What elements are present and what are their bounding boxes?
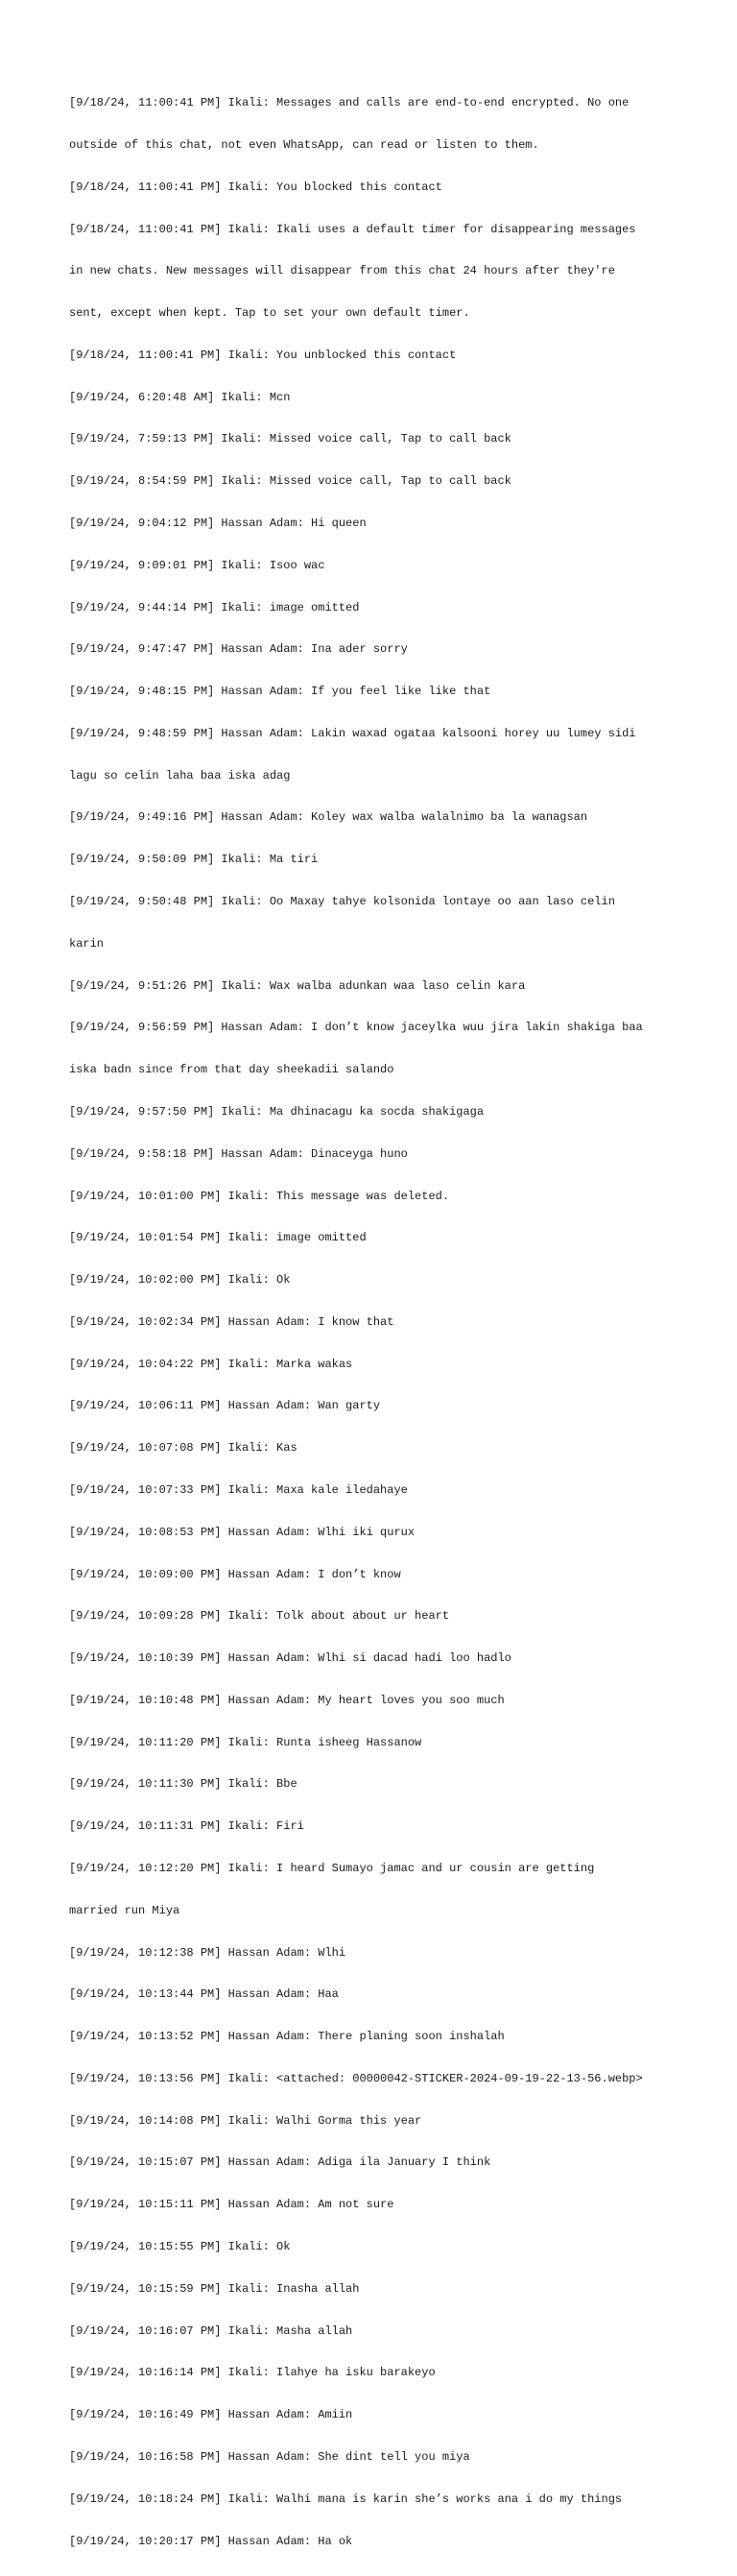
log-line: [9/18/24, 11:00:41 PM] Ikali: You blocked this contact: [69, 180, 442, 194]
log-line: [9/19/24, 10:04:22 PM] Ikali: Marka wakas: [69, 1357, 353, 1371]
log-line: [9/19/24, 10:11:31 PM] Ikali: Firi: [69, 1819, 304, 1834]
log-line: [9/19/24, 9:50:09 PM] Ikali: Ma tiri: [69, 853, 319, 867]
log-line: [9/19/24, 10:16:07 PM] Ikali: Masha allah: [69, 2323, 353, 2338]
log-line: [9/19/24, 10:09:28 PM] Ikali: Tolk about about ur heart: [69, 1609, 450, 1624]
log-line: [9/19/24, 6:20:48 AM] Ikali: Mcn: [69, 390, 291, 404]
log-line: [9/19/24, 10:16:14 PM] Ikali: Ilahye ha isku barakeyo: [69, 2366, 436, 2380]
log-line: [9/18/24, 11:00:41 PM] Ikali: Ikali uses a default timer for disappearing messages: [69, 222, 636, 236]
log-line: [9/19/24, 10:12:20 PM] Ikali: I heard Sumayo jamac and ur cousin are getting: [69, 1862, 595, 1875]
log-line: in new chats. New messages will disappear from this chat 24 hours after they're: [69, 264, 615, 278]
log-line: [9/19/24, 10:01:54 PM] Ikali: image omitted: [69, 1231, 367, 1245]
log-line: [9/19/24, 9:57:50 PM] Ikali: Ma dhinacagu ka socda shakigaga: [69, 1104, 485, 1119]
log-line: lagu so celin laha baa iska adag: [69, 768, 291, 782]
log-line: [9/19/24, 9:56:59 PM] Hassan Adam: I don’t know jaceylka wuu jira lakin shakiga baa: [69, 1021, 643, 1035]
log-line: sent, except when kept. Tap to set your own default timer.: [69, 306, 470, 321]
log-line: [9/19/24, 10:11:30 PM] Ikali: Bbe: [69, 1777, 297, 1792]
log-line: [9/19/24, 10:07:33 PM] Ikali: Maxa kale iledahaye: [69, 1482, 408, 1497]
log-line: [9/19/24, 10:07:08 PM] Ikali: Kas: [69, 1441, 297, 1456]
log-line: [9/19/24, 10:09:00 PM] Hassan Adam: I don’t know: [69, 1567, 401, 1581]
chat-log: [69, 68, 683, 2576]
log-line: [9/19/24, 10:15:55 PM] Ikali: Ok: [69, 2240, 291, 2254]
log-line: [9/19/24, 10:16:49 PM] Hassan Adam: Amiin: [69, 2408, 353, 2422]
log-line: [9/19/24, 9:49:16 PM] Hassan Adam: Koley wax walba walalnimo ba la wanagsan: [69, 810, 588, 825]
log-line: [9/19/24, 10:08:53 PM] Hassan Adam: Wlhi iki qurux: [69, 1525, 416, 1539]
log-line: [9/19/24, 10:11:20 PM] Ikali: Runta isheeg Hassanow: [69, 1735, 422, 1749]
log-line: [9/19/24, 10:10:48 PM] Hassan Adam: My heart loves you soo much: [69, 1693, 505, 1707]
log-line: [9/19/24, 9:44:14 PM] Ikali: image omitted: [69, 600, 360, 614]
log-line: [9/19/24, 9:48:59 PM] Hassan Adam: Lakin waxad ogataa kalsooni horey uu lumey sidi: [69, 726, 636, 740]
log-line: [9/19/24, 10:20:17 PM] Hassan Adam: Ha ok: [69, 2534, 353, 2548]
log-line: [9/19/24, 10:06:11 PM] Hassan Adam: Wan garty: [69, 1399, 381, 1413]
log-line: outside of this chat, not even WhatsApp, can read or listen to them.: [69, 137, 539, 152]
log-line: [9/19/24, 10:02:00 PM] Ikali: Ok: [69, 1273, 291, 1288]
log-line: [9/19/24, 10:02:34 PM] Hassan Adam: I know that: [69, 1314, 394, 1329]
log-line: [9/19/24, 10:15:07 PM] Hassan Adam: Adiga ila January I think: [69, 2155, 491, 2170]
log-line: [9/19/24, 10:13:56 PM] Ikali: <attached: 00000042-STICKER-2024-09-19-22-13-56.webp>: [69, 2071, 643, 2085]
log-line: [9/19/24, 10:13:52 PM] Hassan Adam: There planing soon inshalah: [69, 2030, 505, 2044]
log-line: [9/19/24, 10:16:58 PM] Hassan Adam: She dint tell you miya: [69, 2449, 470, 2464]
log-line: [9/18/24, 11:00:41 PM] Ikali: You unblocked this contact: [69, 348, 457, 362]
log-line: [9/19/24, 10:18:24 PM] Ikali: Walhi mana is karin she’s works ana i do my things: [69, 2492, 623, 2506]
log-line: [9/19/24, 9:58:18 PM] Hassan Adam: Dinaceyga huno: [69, 1146, 408, 1161]
log-line: [9/19/24, 10:15:11 PM] Hassan Adam: Am not sure: [69, 2198, 394, 2212]
log-line: karin: [69, 936, 105, 951]
log-line: [9/19/24, 10:13:44 PM] Hassan Adam: Haa: [69, 1987, 339, 2002]
log-line: [9/18/24, 11:00:41 PM] Ikali: Messages and calls are end-to-end encrypted. No one: [69, 96, 630, 110]
log-line: [9/19/24, 10:14:08 PM] Ikali: Walhi Gorma this year: [69, 2113, 422, 2128]
log-line: [9/19/24, 9:48:15 PM] Hassan Adam: If you feel like like that: [69, 685, 491, 699]
log-line: [9/19/24, 9:47:47 PM] Hassan Adam: Ina ader sorry: [69, 642, 408, 657]
log-line: married run Miya: [69, 1903, 180, 1917]
log-line: iska badn since from that day sheekadii salando: [69, 1063, 394, 1077]
log-line: [9/19/24, 10:15:59 PM] Ikali: Inasha allah: [69, 2281, 360, 2296]
log-line: [9/19/24, 8:54:59 PM] Ikali: Missed voice call, Tap to call back: [69, 474, 511, 489]
log-line: [9/19/24, 10:01:00 PM] Ikali: This message was deleted.: [69, 1189, 450, 1203]
log-line: [9/19/24, 10:10:39 PM] Hassan Adam: Wlhi si dacad hadi loo hadlo: [69, 1651, 511, 1666]
log-line: [9/19/24, 7:59:13 PM] Ikali: Missed voice call, Tap to call back: [69, 432, 511, 446]
log-line: [9/19/24, 9:04:12 PM] Hassan Adam: Hi queen: [69, 517, 367, 530]
log-line: [9/19/24, 9:51:26 PM] Ikali: Wax walba adunkan waa laso celin kara: [69, 978, 526, 993]
log-line: [9/19/24, 9:09:01 PM] Ikali: Isoo wac: [69, 558, 325, 572]
log-line: [9/19/24, 9:50:48 PM] Ikali: Oo Maxay tahye kolsonida lontaye oo aan laso celin: [69, 895, 615, 909]
log-line: [9/19/24, 10:12:38 PM] Hassan Adam: Wlhi: [69, 1945, 346, 1960]
